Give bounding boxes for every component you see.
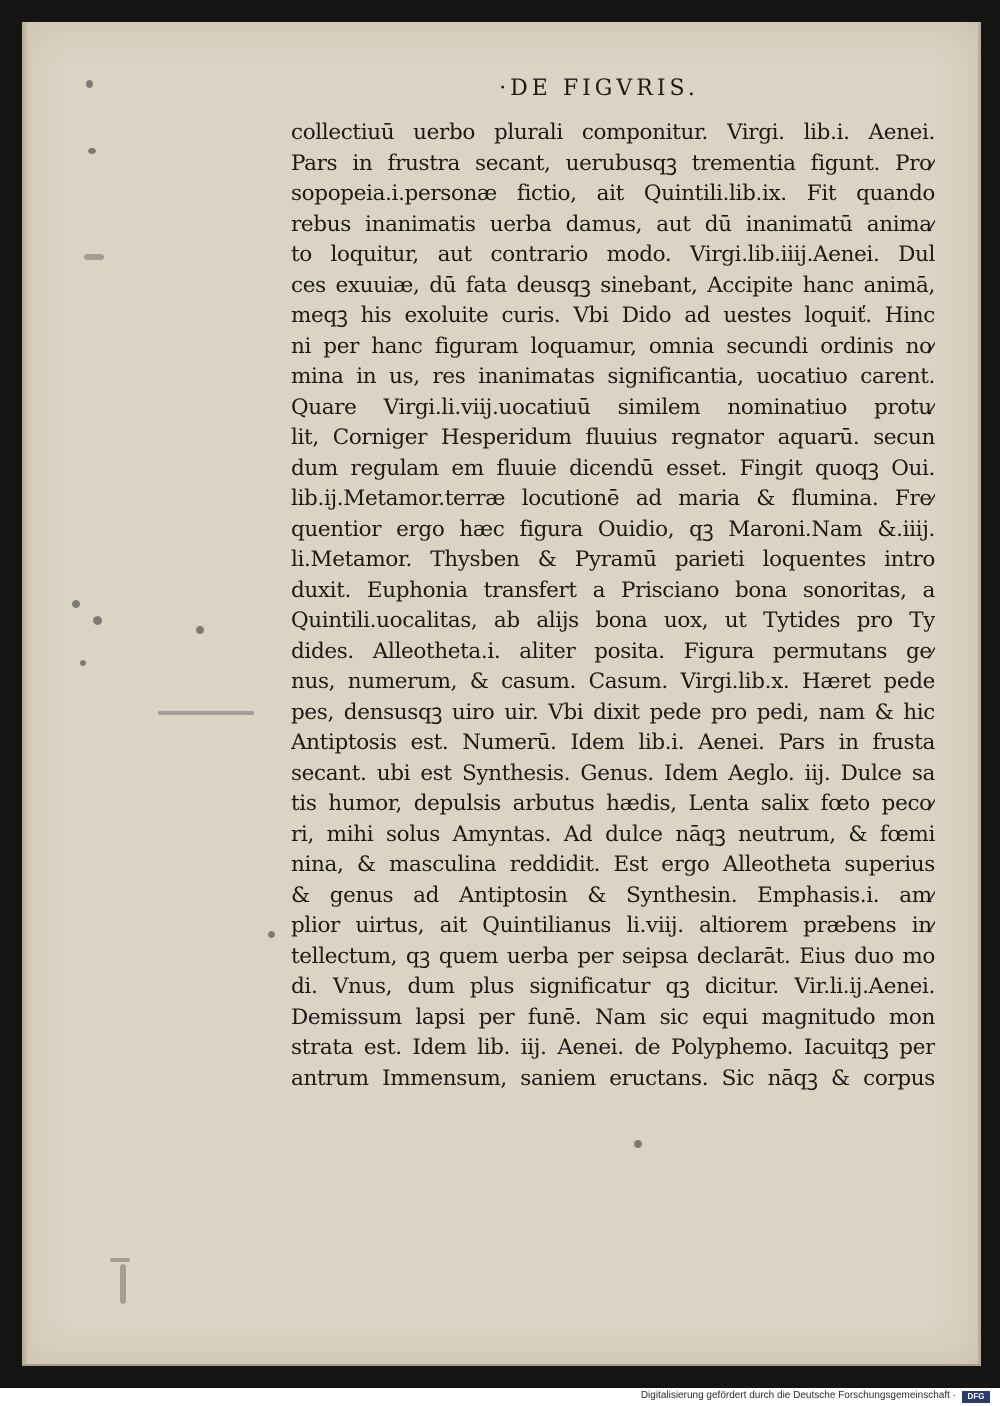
- text-line: li.Metamor. Thysben & Pyramū parieti loquentes intro: [291, 547, 935, 572]
- text-block: [291, 118, 935, 1094]
- text-line: Quare Virgi.li.viij.uocatiuū similem nominatiuo protu⁄: [291, 394, 935, 420]
- paper-speck: [268, 931, 275, 938]
- digitization-credit: Digitalisierung gefördert durch die Deutsche Forschungsgemeinschaft ·: [640, 1390, 956, 1401]
- text-line: Quintili.uocalitas, ab alijs bona uox, ut Tytides pro Ty: [291, 608, 935, 633]
- text-line: pes, densusqꝫ uiro uir. Vbi dixit pede pro pedi, nam & hic: [291, 699, 935, 725]
- paper-smudge: [158, 711, 254, 715]
- paper-speck: [72, 600, 80, 608]
- paper-speck: [80, 660, 86, 666]
- running-head: ·DE FIGVRIS.: [499, 76, 699, 101]
- text-line: nina, & masculina reddidit. Est ergo Alleotheta superius: [291, 852, 935, 877]
- text-line: Pars in frustra secant, uerubusqꝫ trementia figunt. Pro⁄: [291, 150, 935, 176]
- text-line: tellectum, qꝫ quem uerba per seipsa declarāt. Eius duo mo: [291, 943, 935, 969]
- paper-speck: [196, 626, 204, 634]
- text-line: ces exuuiæ, dū fata deusqꝫ sinebant, Accipite hanc animā,: [291, 272, 935, 298]
- text-line: di. Vnus, dum plus significatur qꝫ dicitur. Vir.li.ij.Aenei.: [291, 974, 935, 999]
- text-line: ni per hanc figuram loquamur, omnia secundi ordinis no⁄: [291, 333, 935, 359]
- paper-smudge: [120, 1264, 126, 1304]
- text-line: lib.ij.Metamor.terræ locutionē ad maria & flumina. Fre⁄: [291, 486, 935, 511]
- text-line: collectiuū uerbo plurali componitur. Virgi. lib.i. Aenei.: [291, 120, 935, 145]
- paper-smudge: [110, 1258, 130, 1262]
- text-line: lit, Corniger Hesperidum fluuius regnator aquarū. secun: [291, 425, 935, 450]
- text-line: antrum Immensum, saniem eructans. Sic nāqꝫ & corpus: [291, 1065, 935, 1091]
- paper-speck: [88, 148, 96, 154]
- text-line: ri, mihi solus Amyntas. Ad dulce nāqꝫ neutrum, & fœmi: [291, 821, 935, 847]
- text-line: strata est. Idem lib. iij. Aenei. de Polyphemo. Iacuitqꝫ per: [291, 1035, 935, 1060]
- paper-smudge: [84, 254, 104, 260]
- text-line: meqꝫ his exoluite curis. Vbi Dido ad uestes loquiť. Hinc: [291, 303, 935, 328]
- text-line: duxit. Euphonia transfert a Prisciano bona sonoritas, a: [291, 577, 935, 603]
- text-line: & genus ad Antiptosin & Synthesin. Emphasis.i. am⁄: [291, 882, 935, 908]
- text-line: quentior ergo hæc figura Ouidio, qꝫ Maroni.Nam &.iiij.: [291, 516, 935, 542]
- page-gutter-shadow: [22, 22, 30, 1364]
- text-line: secant. ubi est Synthesis. Genus. Idem Aeglo. iij. Dulce sa: [291, 760, 935, 786]
- text-line: tis humor, depulsis arbutus hædis, Lenta salix fœto peco⁄: [291, 791, 935, 816]
- text-line: dides. Alleotheta.i. aliter posita. Figura permutans ge⁄: [291, 638, 935, 664]
- text-line: mina in us, res inanimatas significantia, uocatiuo carent.: [291, 364, 935, 389]
- text-line: sopopeia.i.personæ fictio, ait Quintili.lib.ix. Fit quando: [291, 181, 935, 206]
- paper-speck: [93, 616, 102, 625]
- text-line: to loquitur, aut contrario modo. Virgi.lib.iiij.Aenei. Dul: [291, 242, 935, 267]
- text-line: dum regulam em fluuie dicendū esset. Fingit quoqꝫ Oui.: [291, 455, 935, 481]
- text-line: nus, numerum, & casum. Casum. Virgi.lib.x. Hæret pede: [291, 669, 935, 694]
- dfg-logo: DFG: [962, 1391, 990, 1403]
- paper-speck: [634, 1140, 642, 1148]
- text-line: plior uirtus, ait Quintilianus li.viij. altiorem præbens in⁄: [291, 913, 935, 938]
- text-line: Demissum lapsi per funē. Nam sic equi magnitudo mon: [291, 1004, 935, 1030]
- text-line: rebus inanimatis uerba damus, aut dū inanimatū anima⁄: [291, 211, 935, 237]
- paper-speck: [86, 80, 93, 88]
- book-page: [22, 22, 981, 1366]
- text-line: Antiptosis est. Numerū. Idem lib.i. Aenei. Pars in frusta: [291, 730, 935, 755]
